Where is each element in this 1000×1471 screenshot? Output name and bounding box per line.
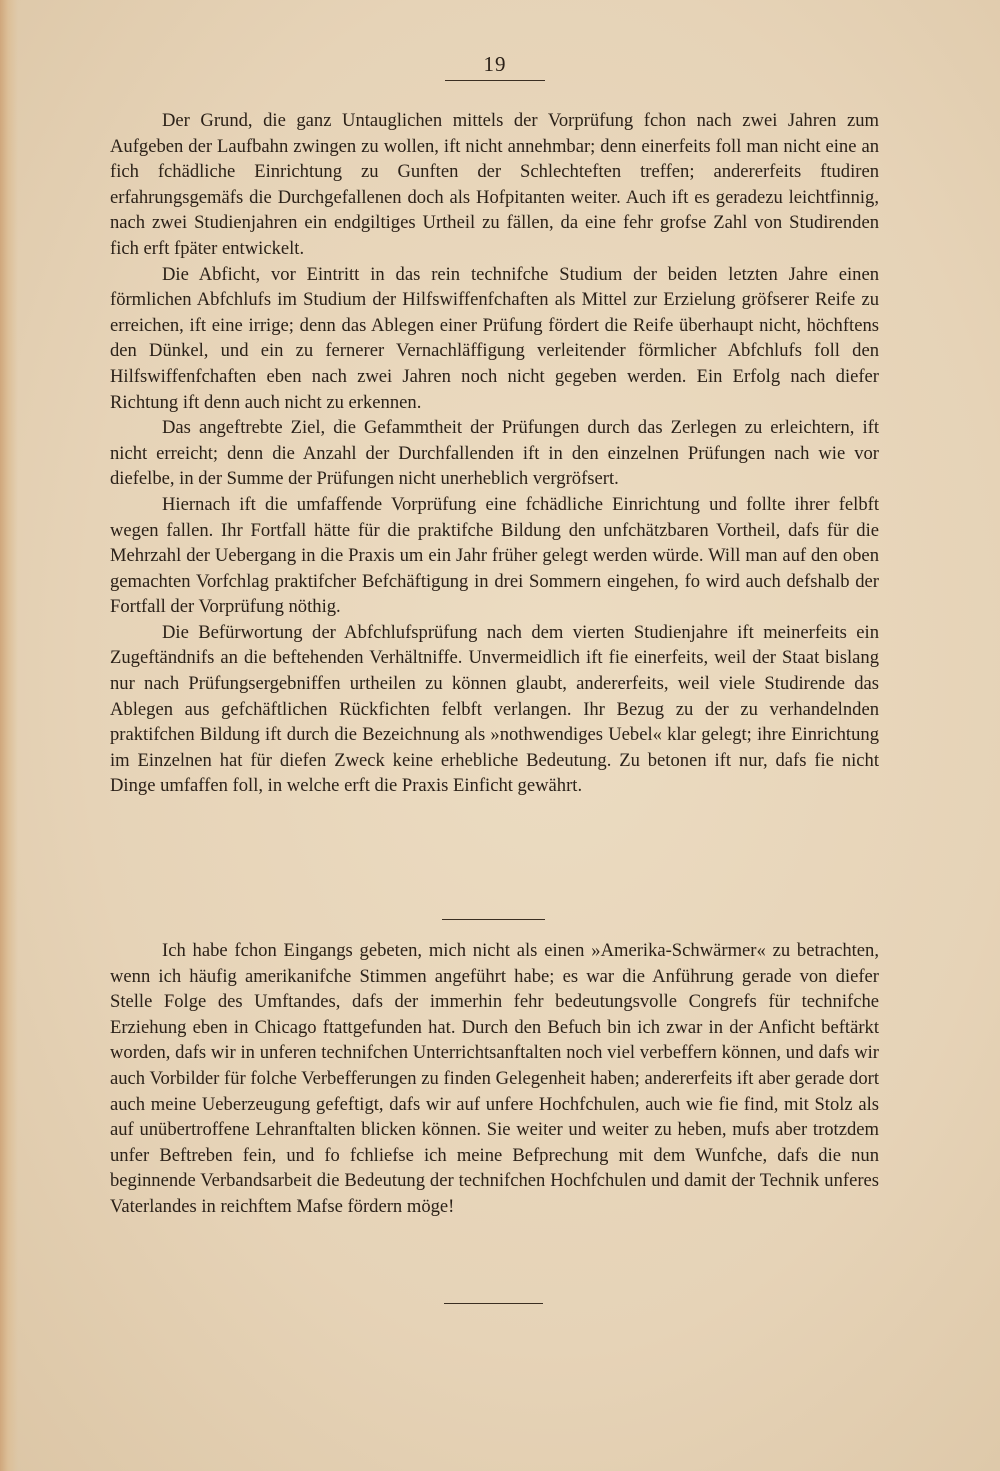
section-divider	[442, 919, 545, 920]
paragraph: Die Befürwortung der Abfchlufsprüfung nach dem vierten Studienjahre ift meinerfeits ein Zugeftändnifs an die beftehenden Verhältniffe. Unvermeidlich ift fie einerfeits, weil der Staat bislang nur nach Prüfungsergebniffen urtheilen zu können glaubt, andererfeits, weil viele Studirende das Ablegen aus gefchäftlichen Rückfichten felbft verlangen. Ihr Bezug zu der zu verhandelnden praktifchen Bildung ift durch die Bezeichnung als »nothwendiges Uebel« klar gelegt; ihre Einrichtung im Einzelnen hat für diefen Zweck keine erhebliche Bedeutung. Zu betonen ift nur, dafs fie nicht Dinge umfaffen foll, in welche erft die Praxis Einficht gewährt.	[110, 621, 879, 797]
header-rule	[445, 80, 545, 81]
paragraph: Das angeftrebte Ziel, die Gefammtheit der Prüfungen durch das Zerlegen zu erleichtern, ift nicht erreicht; denn die Anzahl der Durchfallenden ift in den einzelnen Prüfungen nach wie vor diefelbe, in der Summe der Prüfungen nicht unerheblich vergröfsert.	[110, 417, 879, 490]
paragraph: Hiernach ift die umfaffende Vorprüfung eine fchädliche Einrichtung und follte ihrer felbft wegen fallen. Ihr Fortfall hätte für die praktifche Bildung den unfchätzbaren Vortheil, dafs für die Mehrzahl der Uebergang in die Praxis um ein Jahr früher gelegt werden würde. Will man auf den oben gemachten Vorfchlag praktifcher Befchäftigung in drei Sommern eingehen, fo wird auch defshalb der Fortfall der Vorprüfung nöthig.	[110, 493, 879, 618]
page-edge-shadow	[0, 0, 18, 1471]
paragraph: Der Grund, die ganz Untauglichen mittels der Vorprüfung fchon nach zwei Jahren zum Aufgeben der Laufbahn zwingen zu wollen, ift nicht annehmbar; denn einerfeits foll man nicht eine an fich fchädliche Einrichtung zu Gunften der Schlechteften treffen; andererfeits ftudiren erfahrungsgemäfs die Durchgefallenen doch als Hofpitanten weiter. Auch ift es geradezu leichtfinnig, nach zwei Studienjahren ein endgiltiges Urtheil zu fällen, da eine fehr grofse Zahl von Studirenden fich erft fpäter entwickelt.	[110, 110, 879, 259]
paragraph: Ich habe fchon Eingangs gebeten, mich nicht als einen »Amerika-Schwärmer« zu betrachten, wenn ich häufig amerikanifche Stimmen angeführt habe; es war die Anführung gerade von diefer Stelle Folge des Umftandes, dafs der immerhin fehr bedeutungsvolle Congrefs für technifche Erziehung eben in Chicago ftattgefunden hat. Durch den Befuch bin ich zwar in der Anficht beftärkt worden, dafs wir in unferen technifchen Unterrichtsanftalten noch viel verbeffern können, und dafs wir auch Vorbilder für folche Verbefferungen zu finden Gelegenheit haben; andererfeits ift aber gerade dort auch meine Ueberzeugung gefeftigt, dafs wir auf unfere Hochfchulen, auch wie fie find, mit Stolz als auf unübertroffene Lehranftalten blicken können. Sie weiter und weiter zu heben, mufs aber trotzdem unfer Beftreben fein, und fo fchliefse ich meine Befprechung mit dem Wunfche, dafs die nun beginnende Verbandsarbeit die Bedeutung der technifchen Hochfchulen und damit der Technik unferes Vaterlandes in reichftem Mafse fördern möge!	[110, 940, 879, 1217]
page-number: 19	[483, 52, 507, 76]
section-text-1	[110, 108, 879, 799]
closing-rule	[444, 1303, 543, 1304]
paragraph: Die Abficht, vor Eintritt in das rein technifche Studium der beiden letzten Jahre einen förmlichen Abfchlufs im Studium der Hilfswiffenfchaften als Mittel zur Erzielung gröfserer Reife zu erreichen, ift eine irrige; denn das Ablegen einer Prüfung fördert die Reife überhaupt nicht, höchftens den Dünkel, und ein zu fernerer Vernachläffigung verleitender förmlicher Abfchlufs foll den Hilfswiffenfchaften eben nach zwei Jahren noch nicht gegeben werden. Ein Erfolg nach diefer Richtung ift denn auch nicht zu erkennen.	[110, 263, 879, 413]
section-text-2	[110, 938, 879, 1220]
